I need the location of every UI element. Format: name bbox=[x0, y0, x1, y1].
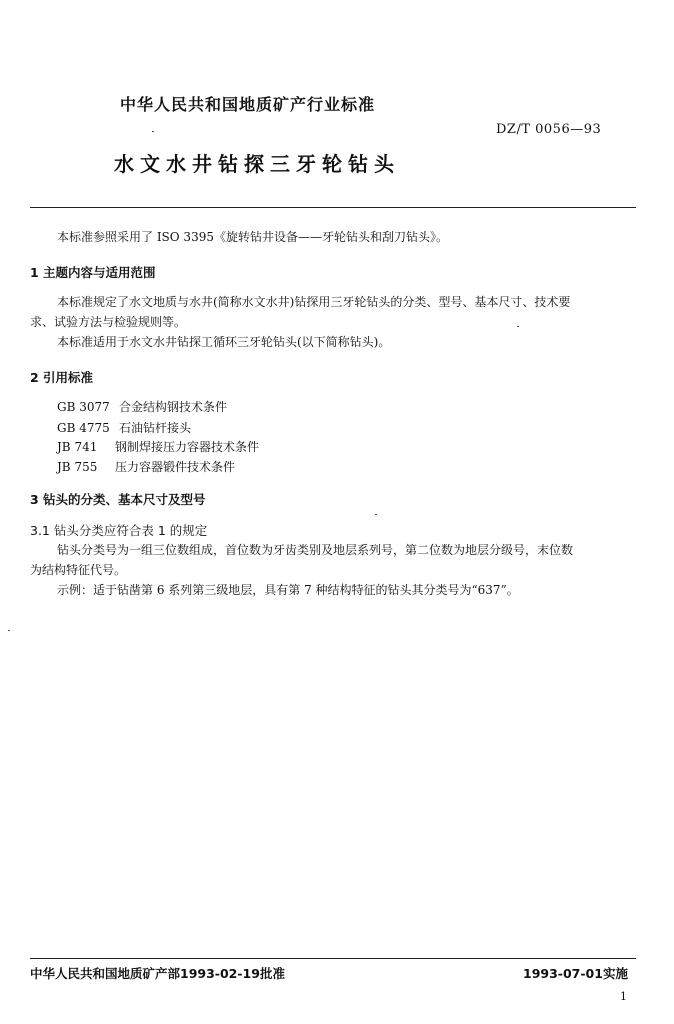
section-1-heading: 1 主题内容与适用范围 bbox=[30, 265, 156, 280]
section-3-para-1-line-2: 为结构特征代号。 bbox=[30, 563, 127, 577]
reference-code: JB 741 bbox=[57, 440, 98, 454]
scan-speck bbox=[375, 514, 377, 515]
header-divider bbox=[30, 207, 636, 208]
reference-code: GB 4775 bbox=[57, 421, 110, 435]
reference-title: 压力容器锻件技术条件 bbox=[115, 460, 236, 474]
section-3-example: 示例：适于钻凿第 6 系列第三级地层，具有第 7 种结构特征的钻头其分类号为“637”。 bbox=[57, 583, 519, 597]
scan-speck bbox=[517, 326, 519, 327]
reference-title: 石油钻杆接头 bbox=[119, 421, 192, 435]
approval-line: 中华人民共和国地质矿产部1993-02-19批准 bbox=[30, 966, 285, 981]
page-number: 1 bbox=[620, 990, 627, 1003]
reference-item bbox=[57, 419, 191, 436]
reference-code: GB 3077 bbox=[57, 400, 110, 414]
section-2-heading: 2 引用标准 bbox=[30, 370, 94, 385]
section-1-para-1-line-1: 本标准规定了水文地质与水井(简称水文水井)钻探用三牙轮钻头的分类、型号、基本尺寸、技术要 bbox=[57, 295, 571, 309]
scan-speck bbox=[8, 630, 10, 631]
reference-title: 钢制焊接压力容器技术条件 bbox=[115, 440, 260, 454]
section-1-para-1-line-2: 求、试验方法与检验规则等。 bbox=[30, 315, 187, 329]
intro-paragraph: 本标准参照采用了 ISO 3395《旋转钻井设备——牙轮钻头和刮刀钻头》。 bbox=[57, 230, 448, 244]
reference-item bbox=[57, 458, 235, 475]
section-3-1-heading: 3.1 钻头分类应符合表 1 的规定 bbox=[30, 523, 208, 538]
standard-number: DZ/T 0056—93 bbox=[496, 122, 602, 137]
footer-divider bbox=[30, 958, 636, 959]
scan-speck bbox=[152, 131, 154, 132]
reference-item bbox=[57, 438, 259, 455]
document-title: 水文水井钻探三牙轮钻头 bbox=[114, 152, 400, 176]
reference-title: 合金结构钢技术条件 bbox=[119, 400, 228, 414]
issuing-organization: 中华人民共和国地质矿产行业标准 bbox=[120, 95, 376, 114]
section-3-para-1-line-1: 钻头分类号为一组三位数组成，首位数为牙齿类别及地层系列号，第二位数为地层分级号，末位数 bbox=[57, 543, 574, 557]
implementation-date: 1993-07-01实施 bbox=[523, 966, 628, 981]
section-1-para-2: 本标准适用于水文水井钻探工循环三牙轮钻头(以下简称钻头)。 bbox=[57, 335, 391, 349]
reference-item bbox=[57, 398, 227, 415]
section-3-heading: 3 钻头的分类、基本尺寸及型号 bbox=[30, 492, 206, 507]
reference-code: JB 755 bbox=[57, 460, 98, 474]
